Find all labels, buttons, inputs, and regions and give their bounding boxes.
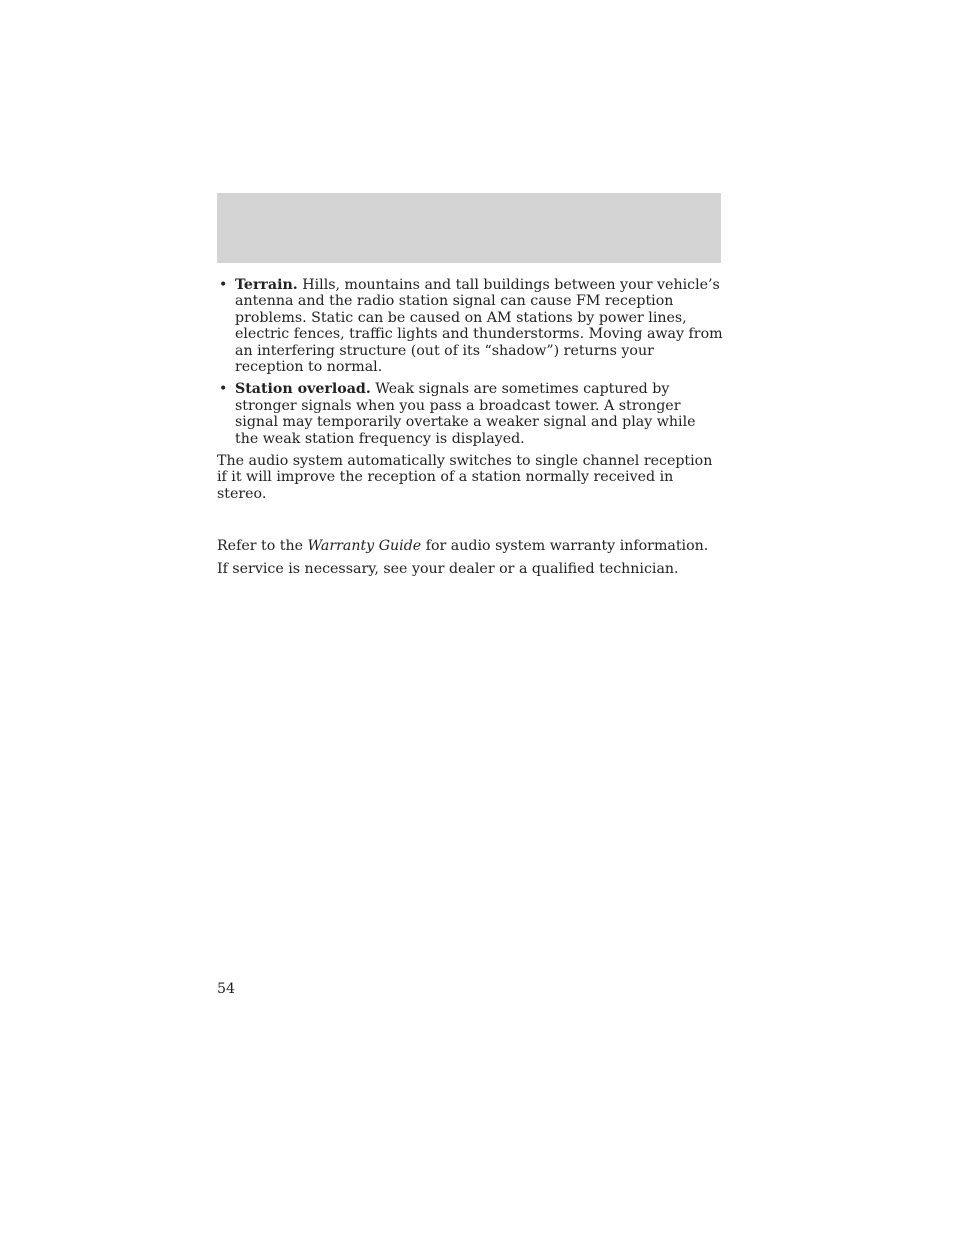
page-number: 54 <box>217 981 236 997</box>
warranty-prefix: Refer to the <box>217 538 308 555</box>
section-gap <box>217 508 723 538</box>
bullet-text: Weak signals are sometimes captured by stronger signals when you pass a broadcast tower. A stronger signal may temporarily overtake a weaker signal and play while the weak station frequency is displayed. <box>235 381 696 447</box>
warranty-guide-title: Warranty Guide <box>307 538 422 555</box>
paragraph-service: If service is necessary, see your dealer or a qualified technician. <box>217 560 679 577</box>
warranty-suffix: for audio system warranty information. <box>421 538 709 555</box>
page-content <box>217 277 723 583</box>
bullet-term: Station overload. <box>235 381 371 398</box>
paragraph-stereo: The audio system automatically switches to single channel reception if it will improve the reception of a station normally received in stereo. <box>217 453 713 502</box>
bullet-marker: • <box>219 277 228 293</box>
paragraph-warranty <box>217 538 723 554</box>
bullet-terrain <box>217 277 723 375</box>
bullet-term: Terrain. <box>235 277 298 293</box>
bullet-marker: • <box>219 381 228 398</box>
section-header-band <box>217 193 721 263</box>
bullet-text: Hills, mountains and tall buildings between your vehicle’s antenna and the radio station signal can cause FM reception problems. Static can be caused on AM stations by power lines, electric fences, traffic lights and thunderstorms. Moving away from an interfering structure (out of its “shadow”) returns your reception to normal. <box>235 277 723 376</box>
bullet-station-overload <box>217 381 723 447</box>
